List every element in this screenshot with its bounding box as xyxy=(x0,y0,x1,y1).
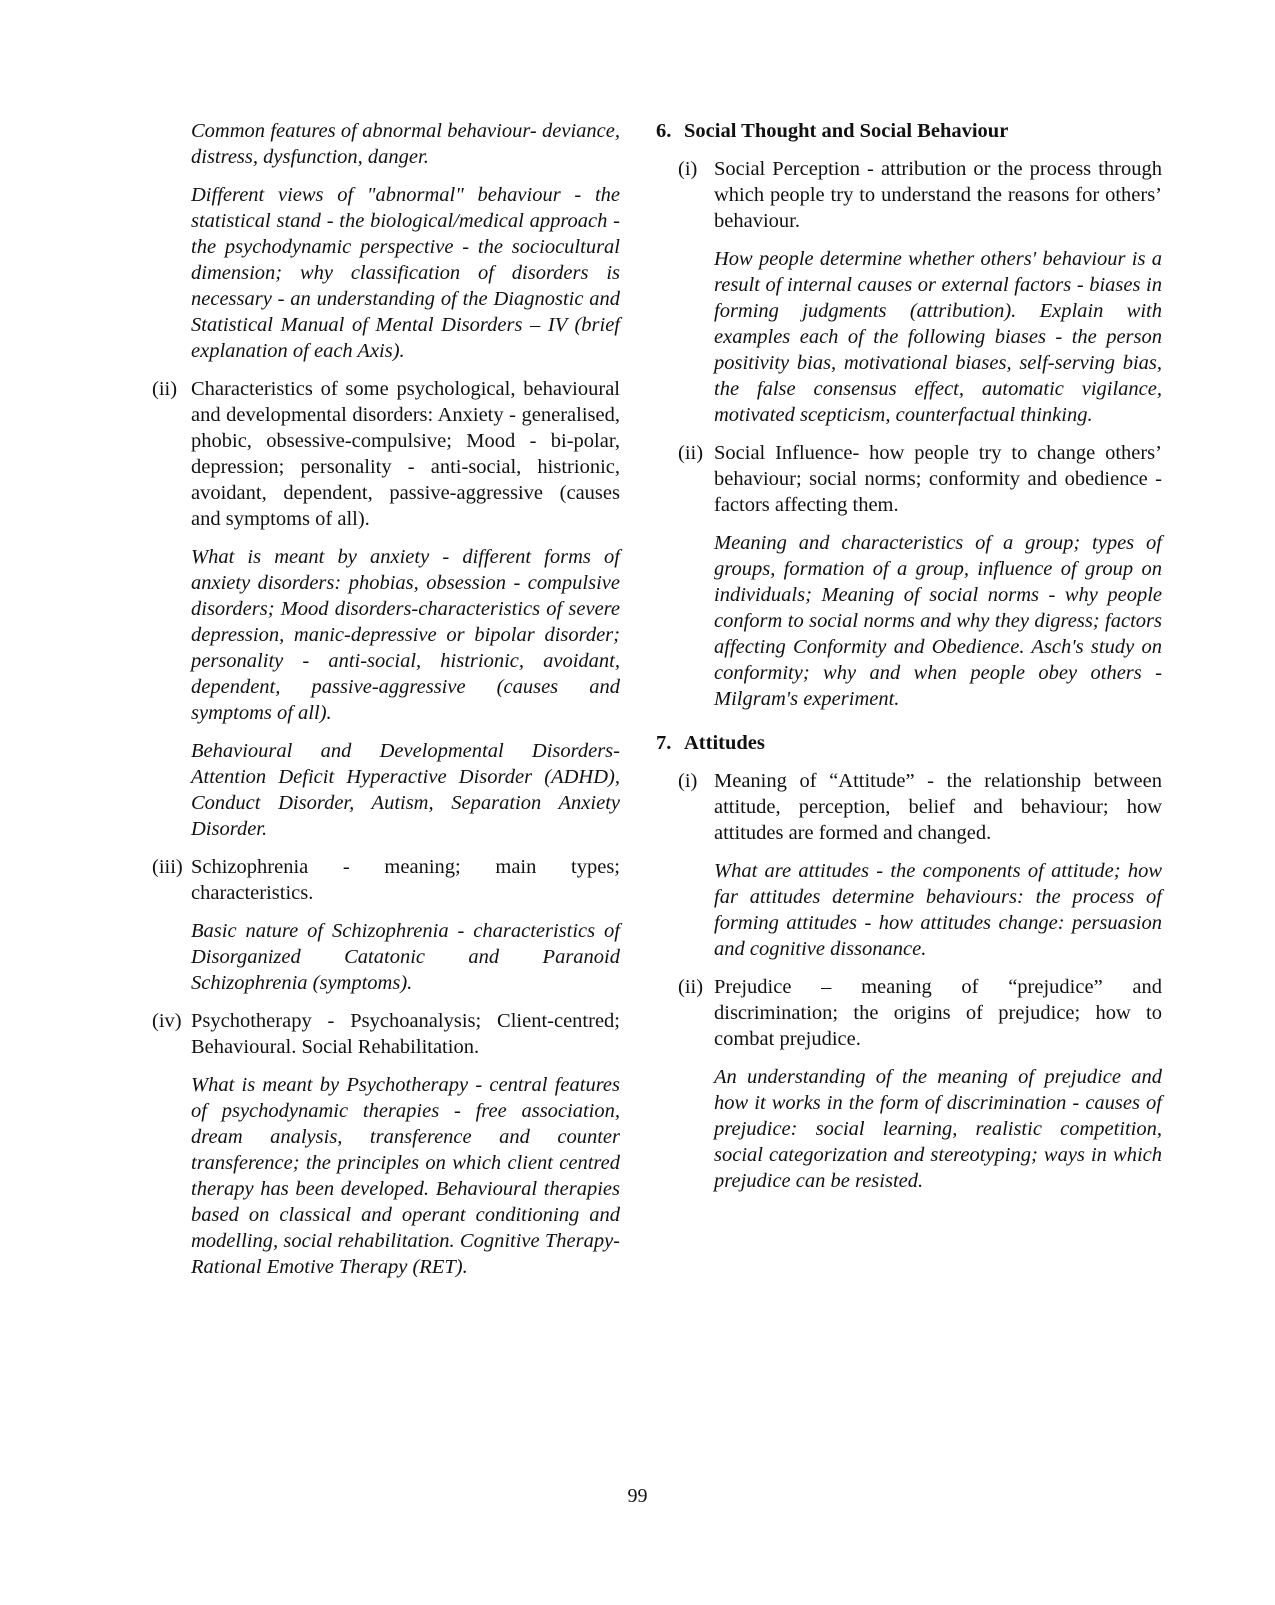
psychotherapy-detail-text: What is meant by Psychotherapy - central features of psychodynamic therapies - free association, dream analysis, transference and counter transference; the principles on which client centred therapy has been developed. Behavioural therapies based on classical and operant conditioning and modelling, social rehabilitation. Cognitive Therapy- Rational Emotive Therapy (RET). xyxy=(191,1074,620,1278)
section-number: 6. xyxy=(656,120,672,142)
developmental-disorders-text: Behavioural and Developmental Disorders- Attention Deficit Hyperactive Disorder (ADHD), Conduct Disorder, Autism, Separation Anxiety Disorder. xyxy=(191,740,620,840)
item-text: Prejudice – meaning of “prejudice” and discrimination; the origins of prejudice; how to combat prejudice. xyxy=(714,976,1162,1050)
list-item-ii xyxy=(152,376,620,532)
attribution-detail-text: How people determine whether others' behaviour is a result of internal causes or external factors - biases in forming judgments (attribution). Explain with examples each of the following biases - the person positivity bias, motivational biases, self-serving bias, the false consensus effect, automatic vigilance, motivated scepticism, counterfactual thinking. xyxy=(714,248,1162,426)
abnormal-views-text: Different views of "abnormal" behaviour - the statistical stand - the biological/medical approach - the psychodynamic perspective - the sociocultural dimension; why classification of disorders is necessary - an understanding of the Diagnostic and Statistical Manual of Mental Disorders – IV (brief explanation of each Axis). xyxy=(191,184,620,362)
page-number: 99 xyxy=(627,1485,648,1507)
item-number: (ii) xyxy=(678,976,704,998)
list-item-7-ii xyxy=(678,974,1162,1052)
section-title: Attitudes xyxy=(684,732,765,754)
item-number: (iv) xyxy=(152,1010,182,1032)
item-text: Schizophrenia - meaning; main types; characteristics. xyxy=(191,856,620,904)
list-item-iii xyxy=(152,854,620,906)
item-text: Meaning of “Attitude” - the relationship between attitude, perception, belief and behaviour; how attitudes are formed and changed. xyxy=(714,770,1162,844)
list-item-6-ii xyxy=(678,440,1162,518)
list-item-7-i xyxy=(678,768,1162,846)
item-text: Characteristics of some psychological, behavioural and developmental disorders: Anxiety - generalised, phobic, obsessive-compulsive; Mood - bi-polar, depression; personality - anti-social, histrionic, avoidant, dependent, passive-aggressive (causes and symptoms of all). xyxy=(191,378,620,530)
anxiety-detail-text: What is meant by anxiety - different forms of anxiety disorders: phobias, obsession - compulsive disorders; Mood disorders-characteristics of severe depression, manic-depressive or bipolar disorder; personality - anti-social, histrionic, avoidant, dependent, passive-aggressive (causes and symptoms of all). xyxy=(191,546,620,724)
item-number: (i) xyxy=(678,158,698,180)
prejudice-detail-text: An understanding of the meaning of prejudice and how it works in the form of discrimination - causes of prejudice: social learning, realistic competition, social categorization and stereotyping; ways in which prejudice can be resisted. xyxy=(714,1066,1162,1192)
section-heading-7 xyxy=(656,730,1162,756)
item-number: (ii) xyxy=(152,378,178,400)
list-item-6-i xyxy=(678,156,1162,234)
item-text: Social Perception - attribution or the process through which people try to understand the reasons for others’ behaviour. xyxy=(714,158,1162,232)
attitudes-detail-text: What are attitudes - the components of attitude; how far attitudes determine behaviours: the process of forming attitudes - how attitudes change: persuasion and cognitive dissonance. xyxy=(714,860,1162,960)
right-column xyxy=(656,118,1162,1206)
list-item-iv xyxy=(152,1008,620,1060)
abnormal-features-text: Common features of abnormal behaviour- deviance, distress, dysfunction, danger. xyxy=(191,120,620,168)
item-text: Social Influence- how people try to change others’ behaviour; social norms; conformity and obedience - factors affecting them. xyxy=(714,442,1162,516)
item-number: (ii) xyxy=(678,442,704,464)
section-title: Social Thought and Social Behaviour xyxy=(684,120,1009,142)
schizophrenia-detail-text: Basic nature of Schizophrenia - characteristics of Disorganized Catatonic and Paranoid Schizophrenia (symptoms). xyxy=(191,920,620,994)
item-text: Psychotherapy - Psychoanalysis; Client-centred; Behavioural. Social Rehabilitation. xyxy=(191,1010,620,1058)
section-number: 7. xyxy=(656,732,672,754)
item-number: (iii) xyxy=(152,856,183,878)
left-column xyxy=(152,118,620,1292)
group-detail-text: Meaning and characteristics of a group; types of groups, formation of a group, influence of group on individuals; Meaning of social norms - why people conform to social norms and why they digress; factors affecting Conformity and Obedience. Asch's study on conformity; why and when people obey others - Milgram's experiment. xyxy=(714,532,1162,710)
item-number: (i) xyxy=(678,770,698,792)
section-heading-6 xyxy=(656,118,1162,144)
